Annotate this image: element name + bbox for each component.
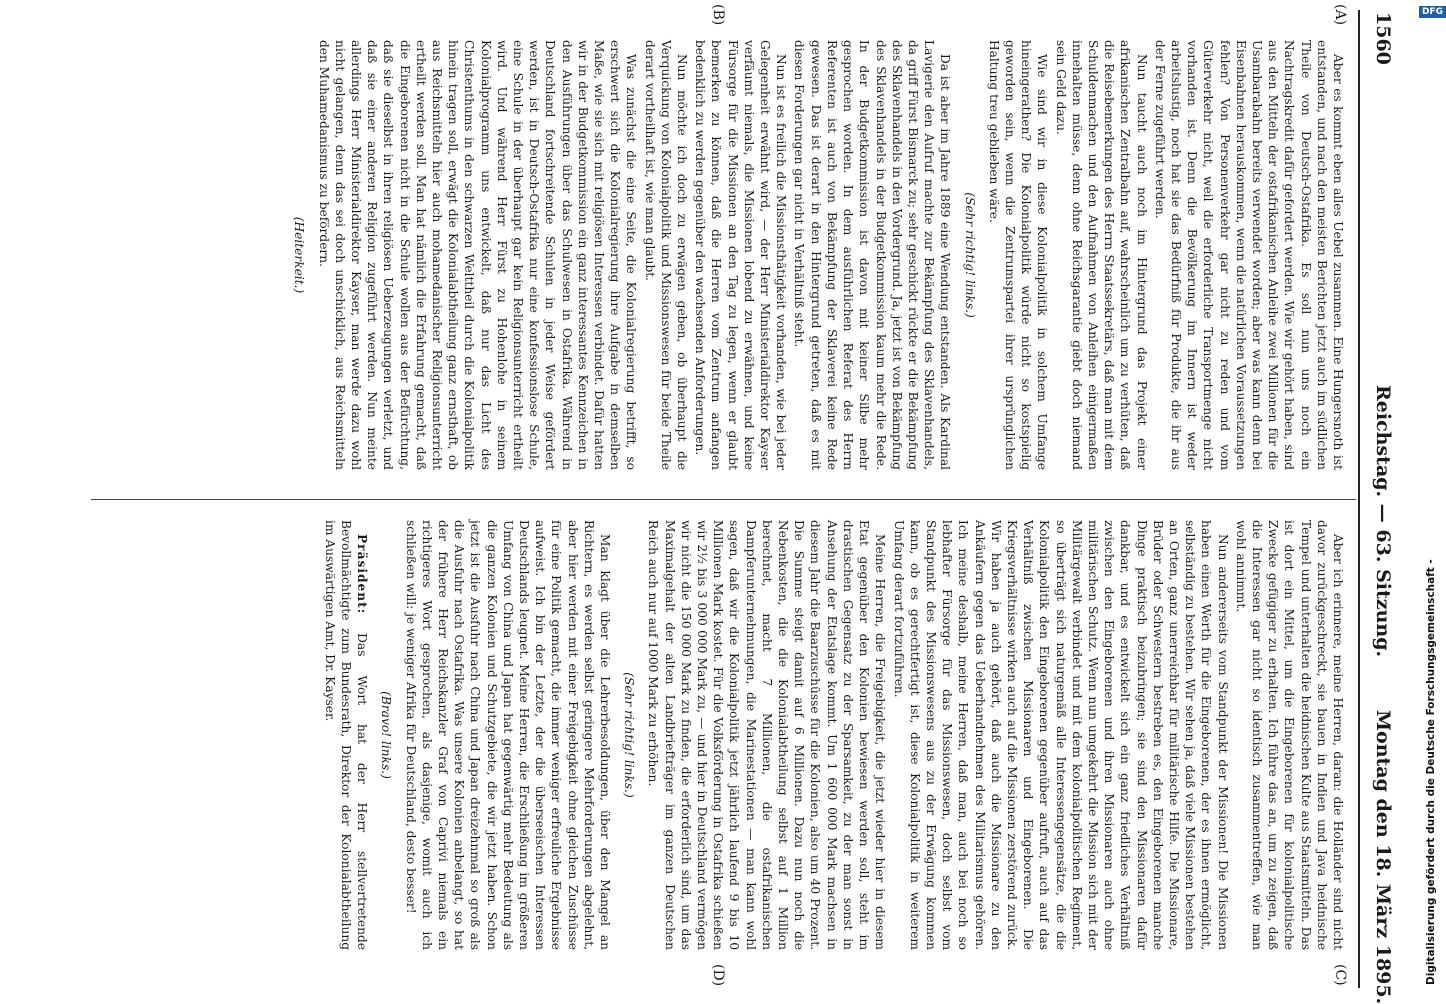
paragraph: Aber es kommt eben alles Uebel zusammen. Eine Hungersnoth ist entstanden, und nach den meisten Berichten jetzt auch im südlichen Theile von Deutsch-Ostafrika. Es soll nun uns noch ein Nachtragskredit dafür gefordert werden. Wie wir gehört haben, sind aus den Mitteln der ostafrikanischen Anleihe zwei Millionen für die Usambarabahn bereits verwendet worden; aber was kann denn bei Eisenbahnen herauskommen, wenn die natürlichen Voraussetzungen fehlen? Von Personenverkehr gar nicht zu reden und vom Güterverkehr nicht, weil die erforderliche Transportmenge nicht vorhanden ist. Denn die Bevölkerung im Innern ist weder arbeitslustig, noch hat sie das Bedürfniß für Produkte, die ihr aus der Ferne zugeführt werden.: [1152, 40, 1345, 470]
page-number: 1560: [1372, 12, 1394, 65]
statement-text: Das Wort hat der Herr stellvertretende Bevollmächtigte zum Bundesrath, Direktor der Kolonialabtheilung im Auswärtigen Amt, Dr. Kayser.: [322, 520, 370, 951]
paragraph: Nun taucht auch noch im Hintergrund das Projekt einer afrikanischen Zentralbahn auf, wahrscheinlich um zu verhüten, daß die Reisebemerkungen des Herrn Staatssekretärs, daß man mit dem Schuldenmachen und den Aufnahmen von Anleihen einigermaßen innehalten müsse, denn ohne Reichsgarantie giebt doch niemand sein Geld dazu.: [1053, 40, 1149, 470]
date-line: Montag den 18. März 1895.: [1372, 710, 1394, 1004]
digitization-note: Digitalisierung gefördert durch die Deutsche Forschungsgemeinschaft -: [1425, 559, 1437, 985]
interjection: (Heiterkeit.): [292, 216, 307, 294]
margin-mark-b: (B): [710, 4, 726, 26]
margin-mark-c: (C): [1332, 964, 1348, 986]
margin-mark-a: (A): [1332, 4, 1348, 26]
margin-mark-d: (D): [710, 964, 726, 987]
header-rule: [1358, 10, 1360, 988]
column-divider: [91, 499, 1356, 500]
interjection: (Sehr richtig! links.): [622, 672, 637, 798]
document-page: [80, 0, 1416, 1004]
president-statement: [322, 520, 371, 950]
paragraph: Was zunächst die eine Seite, die Kolonialregierung betrifft, so erschwert sich die Kolonialregierung ihre Aufgabe in demselben Maße, wie sie sich mit religiösen Interessen verbindet. Dafür hatten wir in der Budgetkommission ein ganz interessantes Kennzeichen in den Ausführungen über das Schulwesen in Ostafrika. Während in Deutschland fortschreitende Schulen in jeder Weise gefördert werden, ist in Deutsch-Ostafrika nur eine konfessionslose Schule, eine Schule in der überhaupt gar kein Religionsunterricht ertheilt wird. Und während Herr Fürst zu Hohenlohe in seinem Kolonialprogramm uns entwickelt, daß nur das Licht des Christenthums in den schwarzen Welttheil durch die Kolonialpolitik hinein tragen soll, erwägt die Kolonialabtheilung ganz ernsthaft, ob aus Reichsmitteln hier auch mohamedanischer Religionsunterricht ertheilt werden soll. Man hat nämlich die Erfahrung gemacht, daß die Eingeborenen nicht in die Schule wollen aus der Befürchtung, daß sie dieselbst in ihren religiösen Ueberzeugungen verletzt, und daß sie einer anderen Religion zugeführt werden. Nun meinte allerdings Herr Ministerialdirektor Kayser, man werde dazu wohl nicht gelangen, denn das sei doch unschicklich, aus Reichsmitteln den Muhamedanismus zu befördern.: [316, 40, 639, 470]
left-column: [283, 40, 1346, 470]
session-title: Reichstag. — 63. Sitzung.: [1372, 385, 1394, 658]
paragraph: Meine Herren, die Freigebigkeit, die jetzt wieder hier in diesem Etat gegenüber den Kolonien bewiesen werden soll, steht im drastischen Gegensatz zu der Sparsamkeit, zu der man sonst in Ansehung der Etatslage kommt. Um 1 600 000 Mark machsen in diesem Jahr die Baarzuschüsse für die Kolonien, also um 40 Prozent. Die Summe steigt damit auf 6 Millionen. Dazu nun noch die Nebenkosten, die die Kolonialabtheilung selbst auf 1 Million berechnet, macht 7 Millionen, die ostafrikanischen Dampferunternehmungen, die Marinestationen — man kann wohl sagen, daß wir die Kolonialpolitik jetzt jährlich laufend 9 bis 10 Millionen Mark kostet. Für die Volksförderung in Ostafrika schießen wir 2½ bis 3 000 000 Mark zu, — und hier in Deutschland vermögen wir nicht die 150 000 Mark zu finden, die erforderlich sind, um das Maximalgehalt der alten Landbriefträger im ganzen Deutschen Reich auch nur auf 1000 Mark zu erhöhen.: [646, 520, 888, 950]
paragraph: Nun möchte ich doch zu erwägen geben, ob überhaupt die Verquickung von Kolonialpolitik und Missionswesen für beide Theile derart vortheilhaft ist, wie man glaubt.: [642, 40, 690, 470]
paragraph: Da ist aber im Jahre 1889 eine Wendung entstanden. Als Kardinal Lavigerie den Aufruf machte zur Bekämpfung des Sklavenhandels, da griff Fürst Bismarck zu; sehr geschickt rückte er die Bekämpfung des Sklavenhandels in den Vordergrund. Ja, jetzt ist von Bekämpfung des Sklavenhandels in der Budgetkommission kaum mehr die Rede. In der Budgetkommission ist davon mit keiner Silbe mehr gesprochen worden. In dem ausführlichen Referat des Herrn Referenten ist auch von Bekämpfung der Sklaverei keine Rede gewesen. Das ist derart in den Hintergrund getreten, daß es mit diesen Forderungen gar nicht in Verhältniß steht.: [792, 40, 953, 470]
interjection: (Bravo! links.): [379, 691, 394, 779]
paragraph: Nun ist es freilich die Missionsthätigkeit vorhanden, wie bei jeder Gelegenheit erwähnt wird, — der Herr Ministerialdirektor Kayser verfäumt niemals, die Missionen lobend zu erwähnen, und keine Fürsorge für die Missionen an den Tag zu legen, wenn er glaubt bemerken zu können, daß die Herren vom Zentrum anfangen bedenklich zu werden gegenüber den wachsenden Anforderungen.: [693, 40, 789, 470]
right-column: [320, 520, 1346, 950]
page-header: [1364, 0, 1394, 1004]
paragraph: Wie sind wir in diese Kolonialpolitik in solchem Umfange hineingerathen? Die Kolonialpolitik würde nicht so kostspielig geworden sein, wenn die Zentrumspartei ihrer ursprünglichen Haltung treu geblieben wäre.: [986, 40, 1050, 470]
paragraph: Man klagt über die Lehrerbesoldungen, über den Mangel an Richtern, es werden selbst geringere Mehrforderungen abgelehnt, aber hier werden mit einer Freigebigkeit ohne gleichen Zuschüsse für eine Politik gemacht, die immer weniger erfreuliche Ergebnisse aufweist. Ich bin der Letzte, der die überseeischen Interessen Deutschlands leugnet. Meine Herren, die Erschließung im größeren Umfang von China und Japan hat gegenwärtig mehr Bedeutung als die ganzen Kolonien und Schutzgebiete, die wir jetzt haben. Schon jetzt ist die Ausfuhr nach China und Japan dreizehnmal so groß als die Ausfuhr nach Ostafrika. Was unsere Kolonien anbelangt, so hat der frühere Herr Reichskanzler Graf von Caprivi niemals ein richtigeres Wort gesprochen, als dasjenige, womit auch ich schließen will: je weniger Afrika für Deutschland, desto besser!: [403, 520, 613, 950]
dfg-logo: DFG: [1419, 6, 1446, 18]
interjection: (Sehr richtig! links.): [962, 192, 977, 318]
paragraph: Nun andererseits vom Standpunkt der Missionen! Die Missionen haben einen Werth für die Eingeborenen, der es ihnen ermöglicht, selbständig zu bestehen. Wir sehen ja, daß viele Missionen bestehen an Orten, ganz unerreichbar für militärische Hilfe. Die Missionare, Brüder oder Schwestern bestreben es, den Eingeborenen manche Dinge praktisch beizubringen; sie sind den Missionaren dafür dankbar, und es entwickelt sich ein ganz friedliches Verhältniß zwischen den Eingeborenen und ihren Missionaren auch ohne militärischen Schutz. Wenn nun umgekehrt die Mission sich mit der Militärgewalt verbindet und mit dem kolonialpolitischen Regiment, so überträgt sich naturgemäß alle Interessengegensätze, die die Kolonialpolitik den Eingeborenen gegenüber aufruft, auch auf das Verhältniß zwischen Missionaren und Eingeborenen. Die Kriegsverhältnisse wirken auch auf die Missionen zerstörend zurück. Wir haben ja auch gehört, daß auch die Missionare zu den Ankäufern gegen das Ueberhandnehmen des Militarismus gehören. Ich meine deshalb, meine Herren, daß man, auch bei noch so lebhafter Fürsorge für das Missionswesen, doch selbst vom Standpunkt des Missionswesens aus zu der Erwägung kommen kann, ob es gerechtfertigt ist, diese Kolonialpolitik in weiterem Umfang derart fortzuführen.: [891, 520, 1230, 950]
paragraph: Aber ich erinnere, meine Herren, daran: die Holländer sind nicht davor zurückgeschreckt, sie bauen in Indien und Java heidnische Tempel und unterhalten die heidnischen Kulte aus Staatsmitteln. Das ist dort ein Mittel, um die Eingeborenen für kolonialpolitische Zwecke gefügiger zu erhalten. Ich führe das an, um zu zeigen, daß die Interessen gar nicht so identisch zusammentreffen, wie man wohl annimmt.: [1233, 520, 1345, 950]
speaker-label: Präsident:: [355, 534, 370, 615]
